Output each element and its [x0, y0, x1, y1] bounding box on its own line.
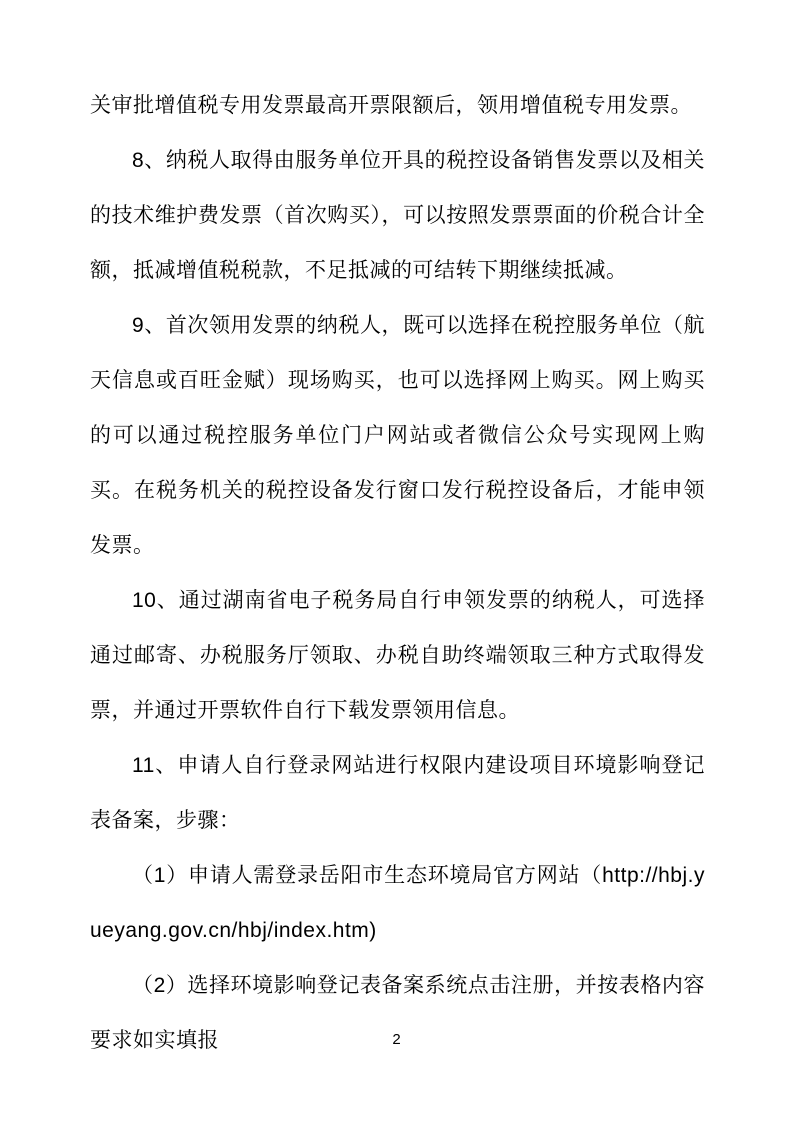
paragraph-continuation: 关审批增值税专用发票最高开票限额后，领用增值税专用发票。 [90, 94, 692, 117]
paragraph-item-9: 9、首次领用发票的纳税人，既可以选择在税控服务单位（航天信息或百旺金赋）现场购买，也可以选择网上购买。网上购买的可以通过税控服务单位门户网站或者微信公众号实现网上购买。在税务机关的税控设备发行窗口发行税控设备后，才能申领发票。 [90, 314, 705, 557]
paragraph-item-10: 10、通过湖南省电子税务局自行申领发票的纳税人，可选择通过邮寄、办税服务厅领取、办税自助终端领取三种方式取得发票，并通过开票软件自行下载发票领用信息。 [90, 589, 705, 722]
paragraph-item-11: 11、申请人自行登录网站进行权限内建设项目环境影响登记表备案，步骤： [90, 754, 705, 832]
paragraph-item-8: 8、纳税人取得由服务单位开具的税控设备销售发票以及相关的技术维护费发票（首次购买），可以按照发票票面的价税合计全额，抵减增值税税款，不足抵减的可结转下期继续抵减。 [90, 149, 705, 282]
paragraph-step-2: （2）选择环境影响登记表备案系统点击注册，并按表格内容要求如实填报 [90, 974, 705, 1052]
page-number: 2 [392, 1031, 401, 1048]
paragraph-step-1: （1）申请人需登录岳阳市生态环境局官方网站（http://hbj.yueyang.gov.cn/hbj/index.htm) [90, 864, 705, 942]
page-content [90, 78, 705, 1068]
